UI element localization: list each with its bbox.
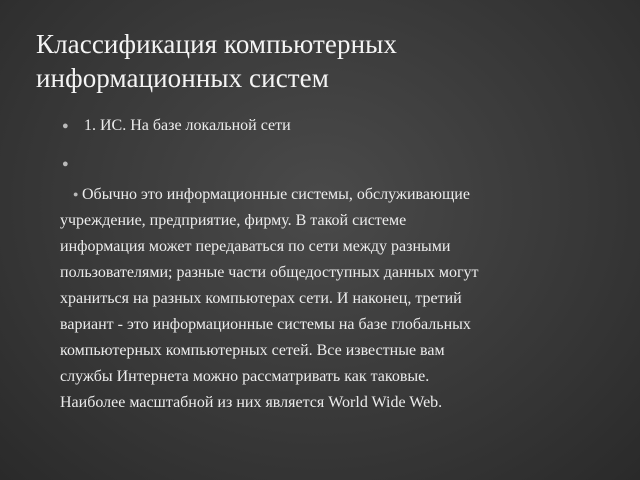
paragraph-line: компьютерных компьютерных сетей. Все известные вам [60, 342, 445, 359]
paragraph-line: вариант - это информационные системы на базе глобальных [60, 316, 471, 333]
paragraph-line: службы Интернета можно рассматривать как таковые. [60, 368, 430, 385]
paragraph-line: информация может передаваться по сети между разными [60, 238, 451, 255]
title-line-1: Классификация компьютерных [36, 29, 397, 59]
title-line-2: информационных систем [36, 63, 329, 93]
body-paragraph [60, 182, 560, 416]
paragraph-line: учреждение, предприятие, фирму. В такой системе [60, 212, 407, 229]
bullet-item-text: 1. ИС. На базе локальной сети [84, 117, 291, 134]
bullet-dot-icon: ● [62, 120, 69, 132]
paragraph-line: храниться на разных компьютерах сети. И наконец, третий [60, 290, 462, 307]
bullet-dot-icon: ● [62, 158, 69, 170]
bullet-dot-icon: ● [73, 189, 79, 199]
paragraph-line: пользователями; разные части общедоступных данных могут [60, 264, 479, 281]
slide-title [36, 27, 596, 95]
paragraph-line: Наиболее масштабной из них является World Wide Web. [60, 394, 443, 411]
paragraph-line: Обычно это информационные системы, обслуживающие [82, 186, 470, 203]
